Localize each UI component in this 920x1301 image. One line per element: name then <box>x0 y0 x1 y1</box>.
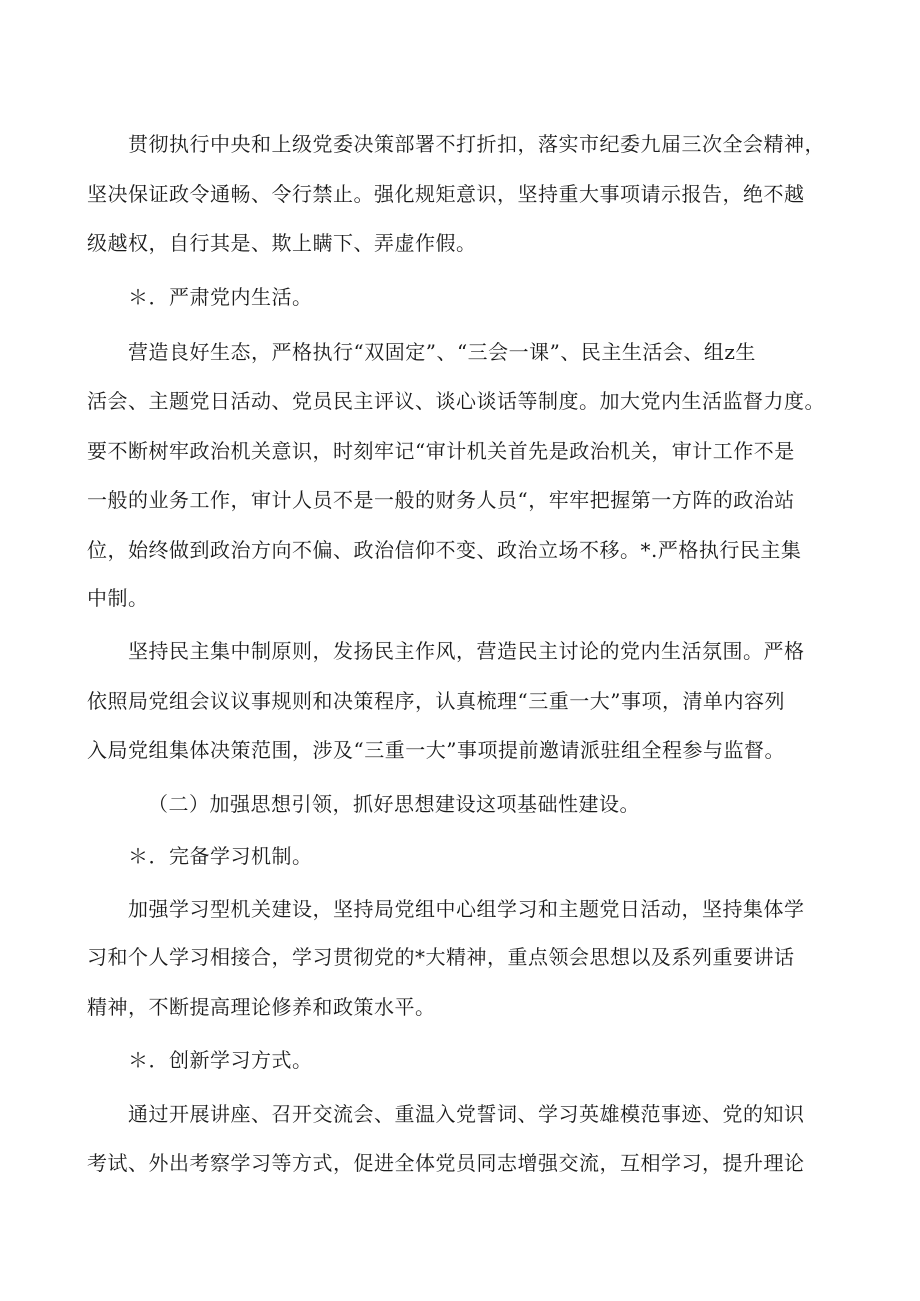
paragraph-line: 坚持民主集中制原则，发扬民主作风，营造民主讨论的党内生活氛围。严格 <box>128 639 805 663</box>
paragraph-line: 入局党组集体决策范围，涉及“三重一大”事项提前邀请派驻组全程参与监督。 <box>87 738 785 762</box>
paragraph-line: 精神，不断提高理论修养和政策水平。 <box>87 995 436 1019</box>
paragraph-line: 中制。 <box>87 586 149 610</box>
paragraph-line: 加强学习型机关建设，坚持局党组中心组学习和主题党日活动，坚持集体学 <box>128 897 805 921</box>
paragraph-line: 通过开展讲座、召开交流会、重温入党誓词、学习英雄模范事迹、党的知识 <box>128 1102 805 1126</box>
paragraph-line: 级越权，自行其是、欺上瞒下、弄虚作假。 <box>87 231 477 255</box>
paragraph-line: 依照局党组会议议事规则和决策程序，认真梳理“三重一大”事项，清单内容列 <box>87 689 785 713</box>
paragraph-line: 一般的业务工作，审计人员不是一般的财务人员“，牢牢把握第一方阵的政治站 <box>87 488 795 512</box>
paragraph-line: 贯彻执行中央和上级党委决策部署不打折扣，落实市纪委九届三次全会精神， <box>128 132 825 156</box>
paragraph-line: 位，始终做到政治方向不偏、政治信仰不变、政治立场不移。*.严格执行民主集 <box>87 538 802 562</box>
paragraph-line: 考试、外出考察学习等方式，促进全体党员同志增强交流，互相学习，提升理论 <box>87 1151 805 1175</box>
section-heading: ＊．严肃党内生活。 <box>128 285 313 309</box>
section-heading: （二）加强思想引领，抓好思想建设这项基础性建设。 <box>148 792 640 816</box>
paragraph-line: 坚决保证政令通畅、令行禁止。强化规矩意识，坚持重大事项请示报告，绝不越 <box>87 182 805 206</box>
paragraph-line: 习和个人学习相接合，学习贯彻党的*大精神，重点领会思想以及系列重要讲话 <box>87 945 795 969</box>
section-heading: ＊．完备学习机制。 <box>128 844 313 868</box>
paragraph-line: 要不断树牢政治机关意识，时刻牢记“审计机关首先是政治机关，审计工作不是 <box>87 439 795 463</box>
paragraph-line: 活会、主题党日活动、党员民主评议、谈心谈话等制度。加大党内生活监督力度。 <box>87 389 825 413</box>
paragraph-line: 营造良好生态，严格执行“双固定”、“三会一课”、民主生活会、组z生 <box>128 340 756 364</box>
section-heading: ＊．创新学习方式。 <box>128 1048 313 1072</box>
